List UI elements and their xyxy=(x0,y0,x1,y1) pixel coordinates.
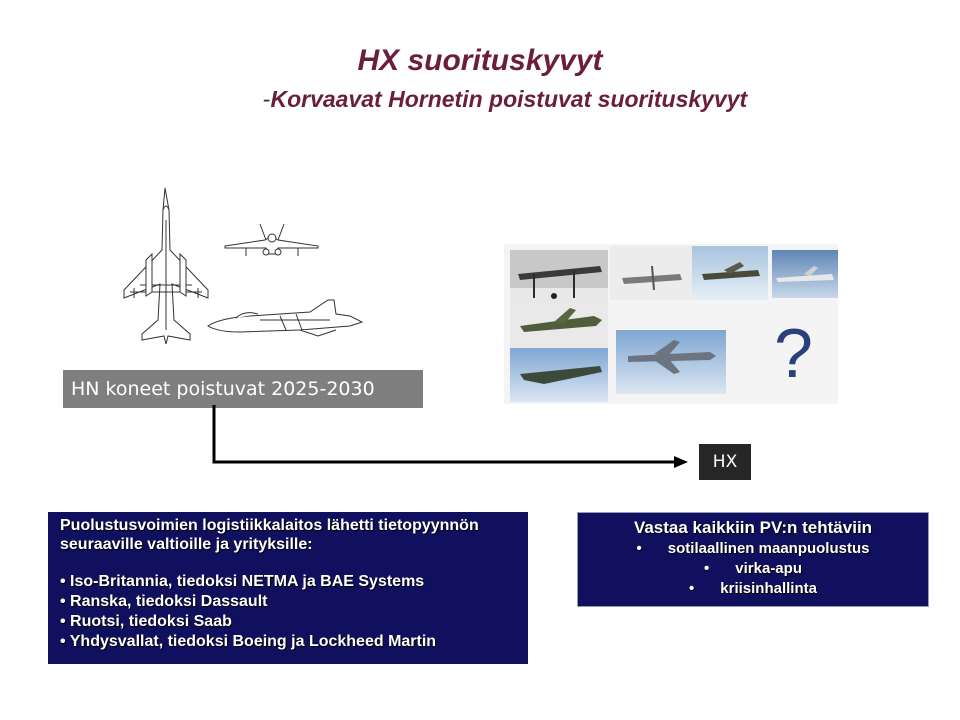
list-item: • Iso-Britannia, tiedoksi NETMA ja BAE Systems xyxy=(60,573,425,590)
photo-hornet-aircraft xyxy=(616,330,726,394)
task-label: kriisinhallinta xyxy=(720,580,817,597)
question-mark: ? xyxy=(774,314,813,392)
fighter-jet-three-view-diagram xyxy=(100,180,370,350)
info-list xyxy=(60,572,528,652)
tasks-list xyxy=(578,539,928,599)
photo-mig-aircraft xyxy=(510,304,608,348)
slide-title: HX suorituskyvyt xyxy=(357,44,603,77)
bullet-icon: • xyxy=(636,540,642,557)
info-spacer xyxy=(60,554,528,572)
slide-subtitle xyxy=(0,86,960,113)
list-item xyxy=(578,539,928,559)
tasks-box xyxy=(577,512,929,607)
list-item: • Ranska, tiedoksi Dassault xyxy=(60,593,268,610)
list-item: • Yhdysvallat, tiedoksi Boeing ja Lockheed Martin xyxy=(60,633,437,650)
subtitle-dash: - xyxy=(262,86,271,112)
photo-historic-aircraft xyxy=(510,250,608,306)
bullet-icon: • xyxy=(704,560,710,577)
photo-sketch-aircraft xyxy=(610,246,692,300)
photo-propeller-aircraft xyxy=(692,246,768,300)
hx-box: HX xyxy=(699,444,751,480)
photo-jet-aircraft xyxy=(772,250,838,298)
arrow-connector xyxy=(200,405,700,475)
task-label: virka-apu xyxy=(735,560,802,577)
list-item: • Ruotsi, tiedoksi Saab xyxy=(60,613,232,630)
info-box xyxy=(48,512,528,664)
tasks-heading: Vastaa kaikkiin PV:n tehtäviin xyxy=(633,518,873,537)
bullet-icon: • xyxy=(689,580,695,597)
info-intro: Puolustusvoimien logistiikkalaitos lähetti tietopyynnön seuraaville valtioille ja yrityksille: xyxy=(60,517,479,553)
subtitle-text: Korvaavat Hornetin poistuvat suorituskyvyt xyxy=(270,86,748,112)
photo-draken-aircraft xyxy=(510,348,608,402)
hn-retirement-box: HN koneet poistuvat 2025-2030 xyxy=(63,370,423,408)
list-item xyxy=(578,559,928,579)
task-label: sotilaallinen maanpuolustus xyxy=(667,540,870,557)
list-item xyxy=(578,579,928,599)
